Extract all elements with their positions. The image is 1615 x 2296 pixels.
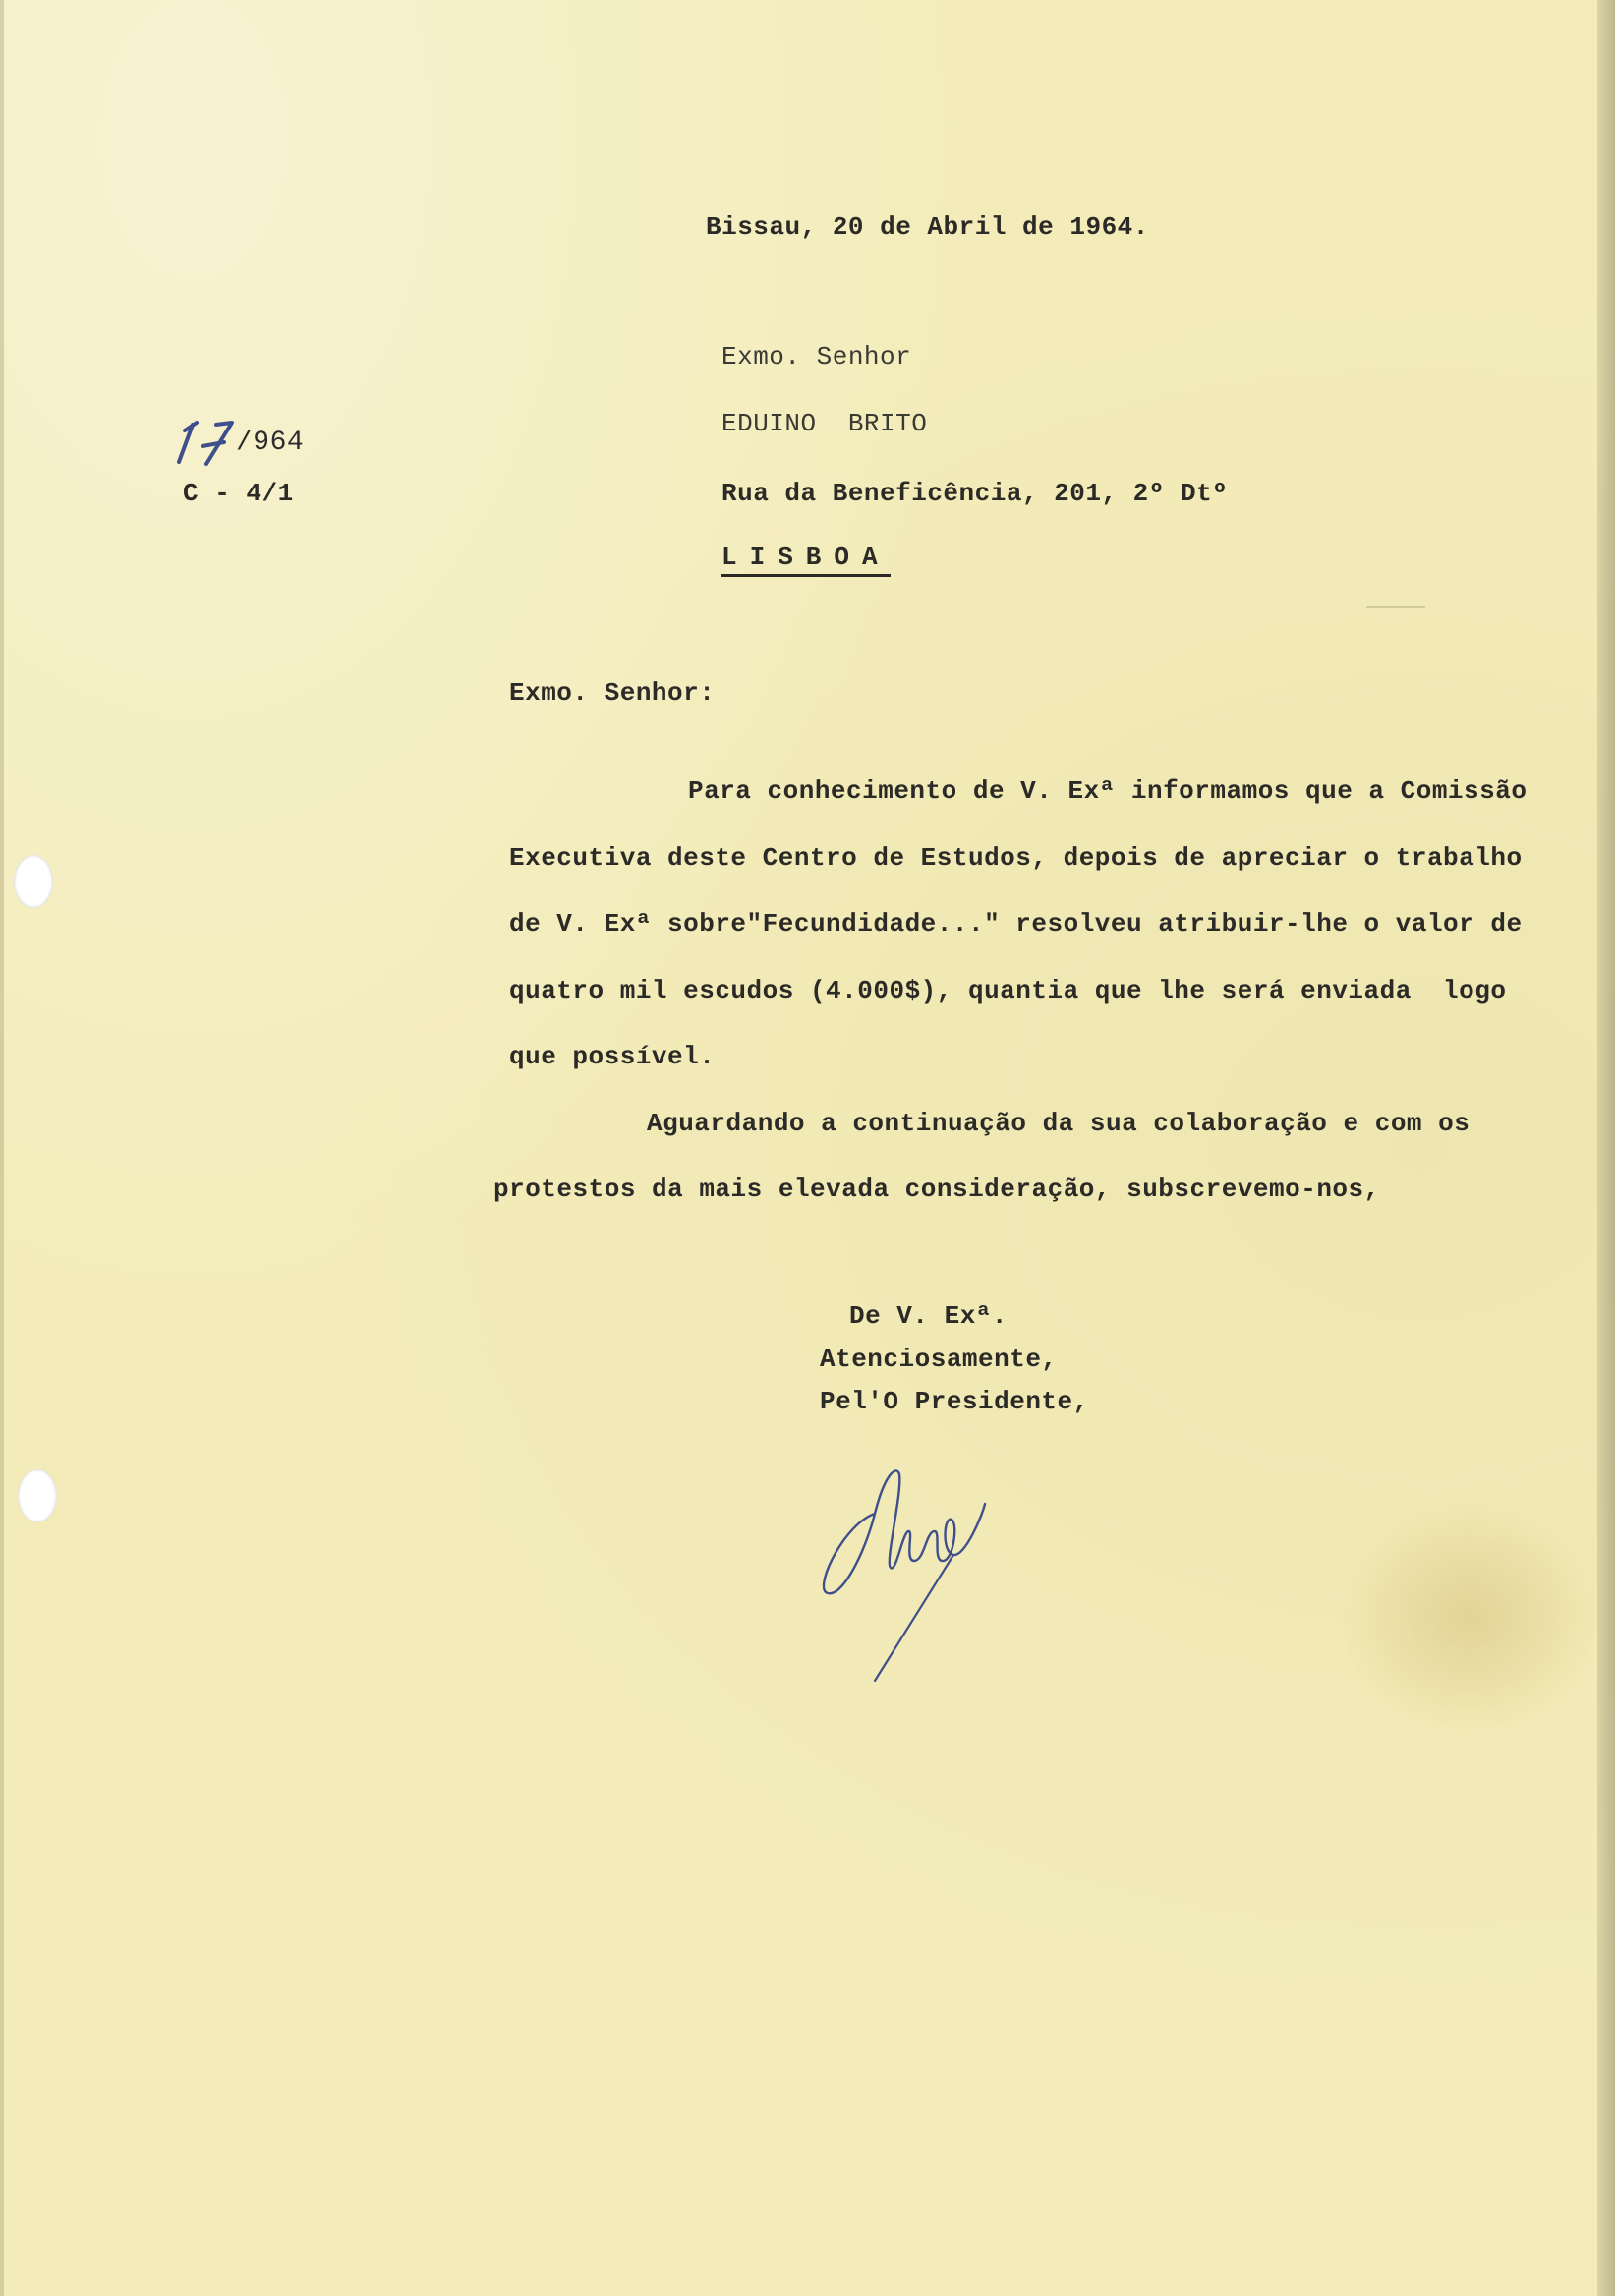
reference-code: C - 4/1	[183, 479, 294, 508]
reference-year: /964	[236, 428, 305, 458]
recipient-city: LISBOA	[721, 545, 891, 577]
closing-line: Pel'O Presidente,	[820, 1387, 1089, 1416]
paper-stain	[1342, 1504, 1597, 1730]
body-line: que possível.	[509, 1042, 716, 1071]
paper-mark	[1366, 606, 1425, 608]
page-left-edge	[0, 0, 4, 2296]
body-line: Aguardando a continuação da sua colaboração e com os	[647, 1109, 1471, 1138]
body-line: protestos da mais elevada consideração, subscrevemo-nos,	[493, 1175, 1380, 1204]
body-line: de V. Exª sobre"Fecundidade..." resolveu atribuir-lhe o valor de	[509, 909, 1523, 939]
recipient-salutation: Exmo. Senhor	[721, 342, 912, 372]
body-line: quatro mil escudos (4.000$), quantia que lhe será enviada logo	[509, 976, 1507, 1005]
signature-scribble	[806, 1445, 1062, 1700]
closing-line: Atenciosamente,	[820, 1345, 1058, 1374]
greeting: Exmo. Senhor:	[509, 678, 716, 708]
body-line: Para conhecimento de V. Exª informamos que a Comissão	[688, 776, 1528, 806]
recipient-name: EDUINO BRITO	[721, 409, 928, 438]
punch-hole-lower	[18, 1469, 57, 1522]
place-date: Bissau, 20 de Abril de 1964.	[706, 212, 1149, 242]
signature	[806, 1445, 1062, 1700]
page-right-edge-shadow	[1597, 0, 1615, 2296]
closing-line: De V. Exª.	[849, 1301, 1009, 1331]
punch-hole-upper	[14, 855, 53, 908]
recipient-street: Rua da Beneficência, 201, 2º Dtº	[721, 479, 1229, 508]
body-line: Executiva deste Centro de Estudos, depois de apreciar o trabalho	[509, 843, 1523, 873]
